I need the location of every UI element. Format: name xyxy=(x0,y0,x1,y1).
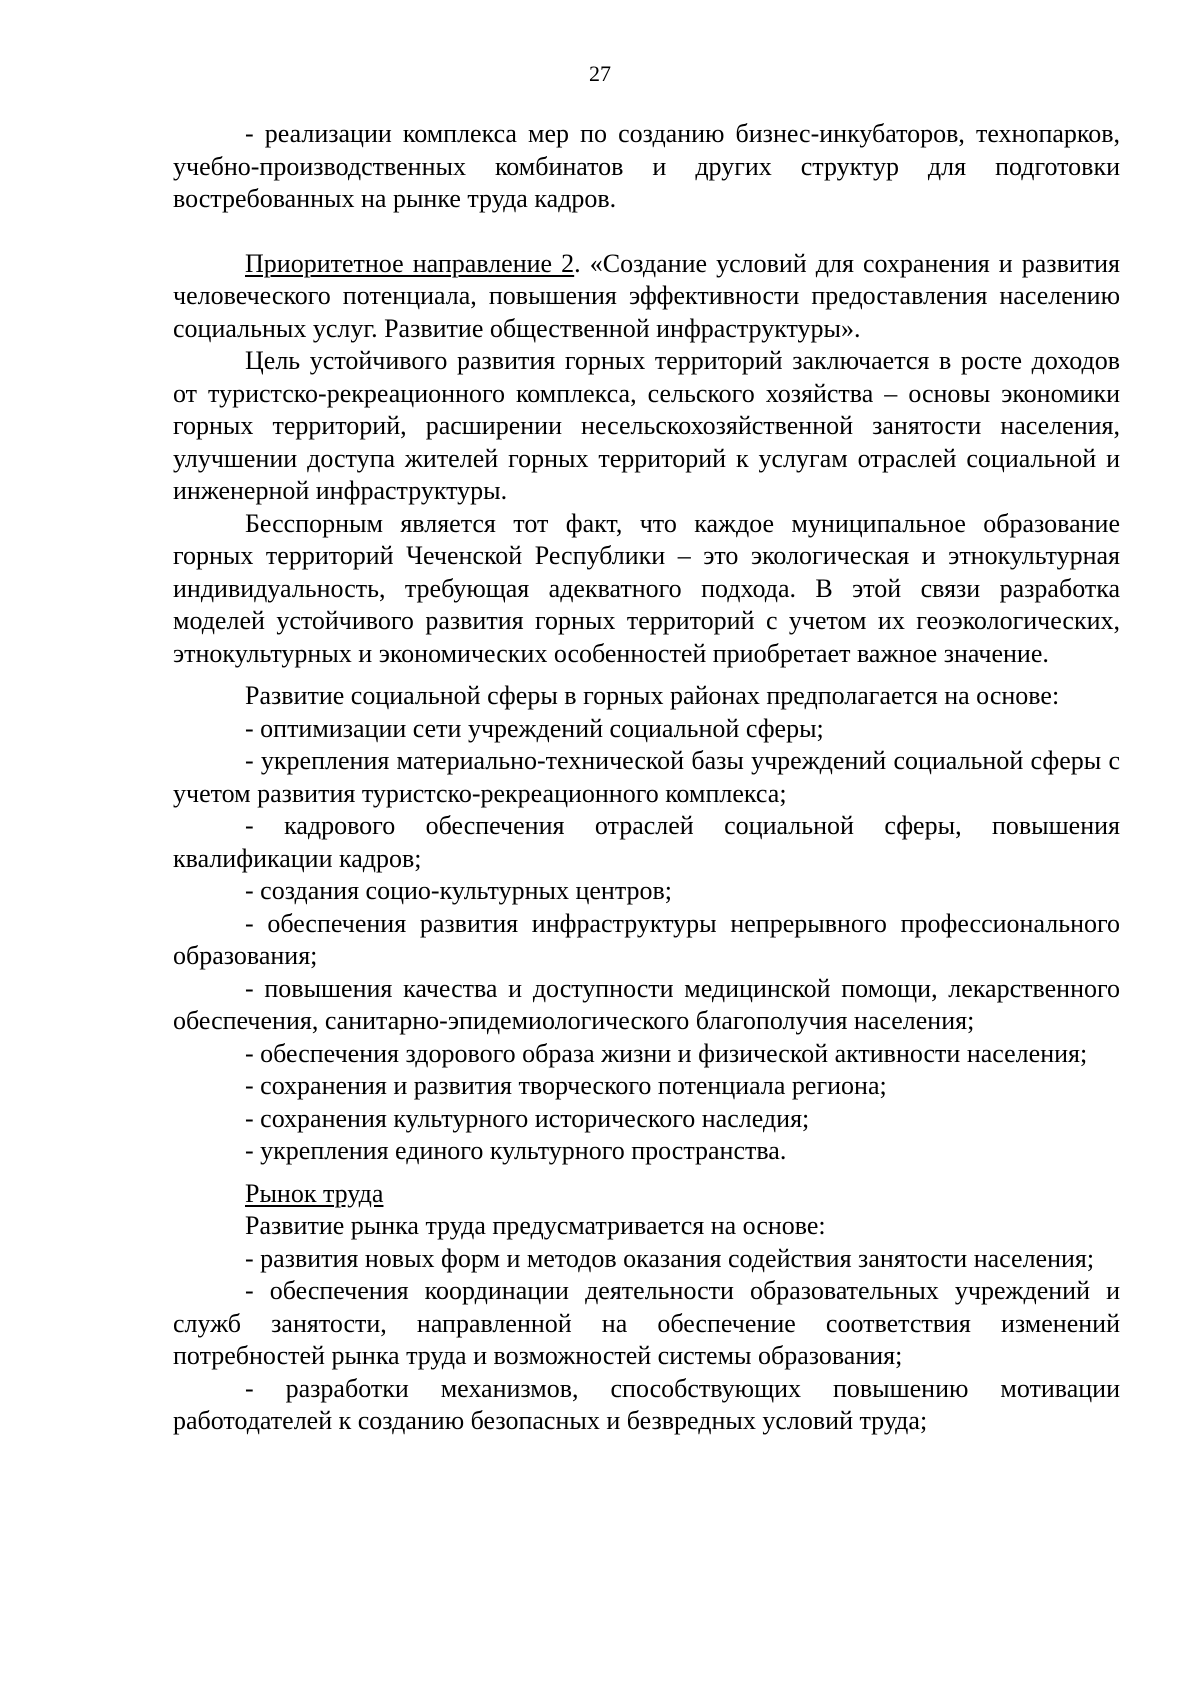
paragraph-business-incubators: - реализации комплекса мер по созданию бизнес-инкубаторов, технопарков, учебно-производственных комбинатов и других структур для подготовки востребованных на рынке труда кадров. xyxy=(173,119,1120,213)
paragraph-priority-direction xyxy=(173,248,1120,346)
priority-text: . «Создание условий для сохранения и развития человеческого потенциала, повышения эффективности предоставления населению социальных услуг. Развитие общественной инфраструктуры». xyxy=(173,248,1120,343)
section-heading-labor-market xyxy=(173,1178,1120,1211)
list-item-social: - обеспечения здорового образа жизни и физической активности населения; xyxy=(245,1038,1088,1068)
list-item-social: - обеспечения развития инфраструктуры непрерывного профессионального образования; xyxy=(173,908,1120,970)
list-item-social: - кадрового обеспечения отраслей социальной сферы, повышения квалификации кадров; xyxy=(173,811,1120,873)
paragraph-labor-intro: Развитие рынка труда предусматривается на основе: xyxy=(245,1211,826,1240)
labor-heading: Рынок труда xyxy=(245,1178,384,1208)
list-item-social: - сохранения культурного исторического наследия; xyxy=(245,1103,810,1133)
list-item-social: - оптимизации сети учреждений социальной сферы; xyxy=(245,713,824,743)
list-item-social: - повышения качества и доступности медицинской помощи, лекарственного обеспечения, санитарно-эпидемиологического благополучия населения; xyxy=(173,973,1120,1035)
priority-heading: Приоритетное направление 2 xyxy=(245,248,575,278)
paragraph-development-goal: Цель устойчивого развития горных территорий заключается в росте доходов от туристско-рекреационного комплекса, сельского хозяйства – основы экономики горных территорий, расширении несельскохозяйственной занятости населения, улучшении доступа жителей горных территорий к услугам отраслей социальной и инженерной инфраструктуры. xyxy=(173,346,1120,505)
list-item-labor: - разработки механизмов, способствующих повышению мотивации работодателей к созданию безопасных и безвредных условий труда; xyxy=(173,1373,1120,1435)
list-item-social: - создания социо-культурных центров; xyxy=(245,876,672,905)
list-item-labor: - развития новых форм и методов оказания содействия занятости населения; xyxy=(245,1243,1095,1273)
paragraph-indisputable-fact: Бесспорным является тот факт, что каждое муниципальное образование горных территорий Чеченской Республики – это экологическая и этнокультурная индивидуальность, требующая адекватного подхода. В этой связи разработка моделей устойчивого развития горных территорий с учетом их геоэкологических, этнокультурных и экономических особенностей приобретает важное значение. xyxy=(173,508,1120,668)
page-number: 27 xyxy=(589,61,611,86)
list-item-social: - укрепления единого культурного пространства. xyxy=(245,1136,787,1165)
list-item-social: - укрепления материально-технической базы учреждений социальной сферы с учетом развития туристско-рекреационного комплекса; xyxy=(173,746,1120,808)
document-body xyxy=(173,118,1120,1438)
paragraph-social-intro: Развитие социальной сферы в горных районах предполагается на основе: xyxy=(245,681,1060,710)
list-item-social: - сохранения и развития творческого потенциала региона; xyxy=(245,1071,887,1100)
list-item-labor: - обеспечения координации деятельности образовательных учреждений и служб занятости, направленной на обеспечение соответствия изменений потребностей рынка труда и возможностей системы образования; xyxy=(173,1276,1120,1370)
